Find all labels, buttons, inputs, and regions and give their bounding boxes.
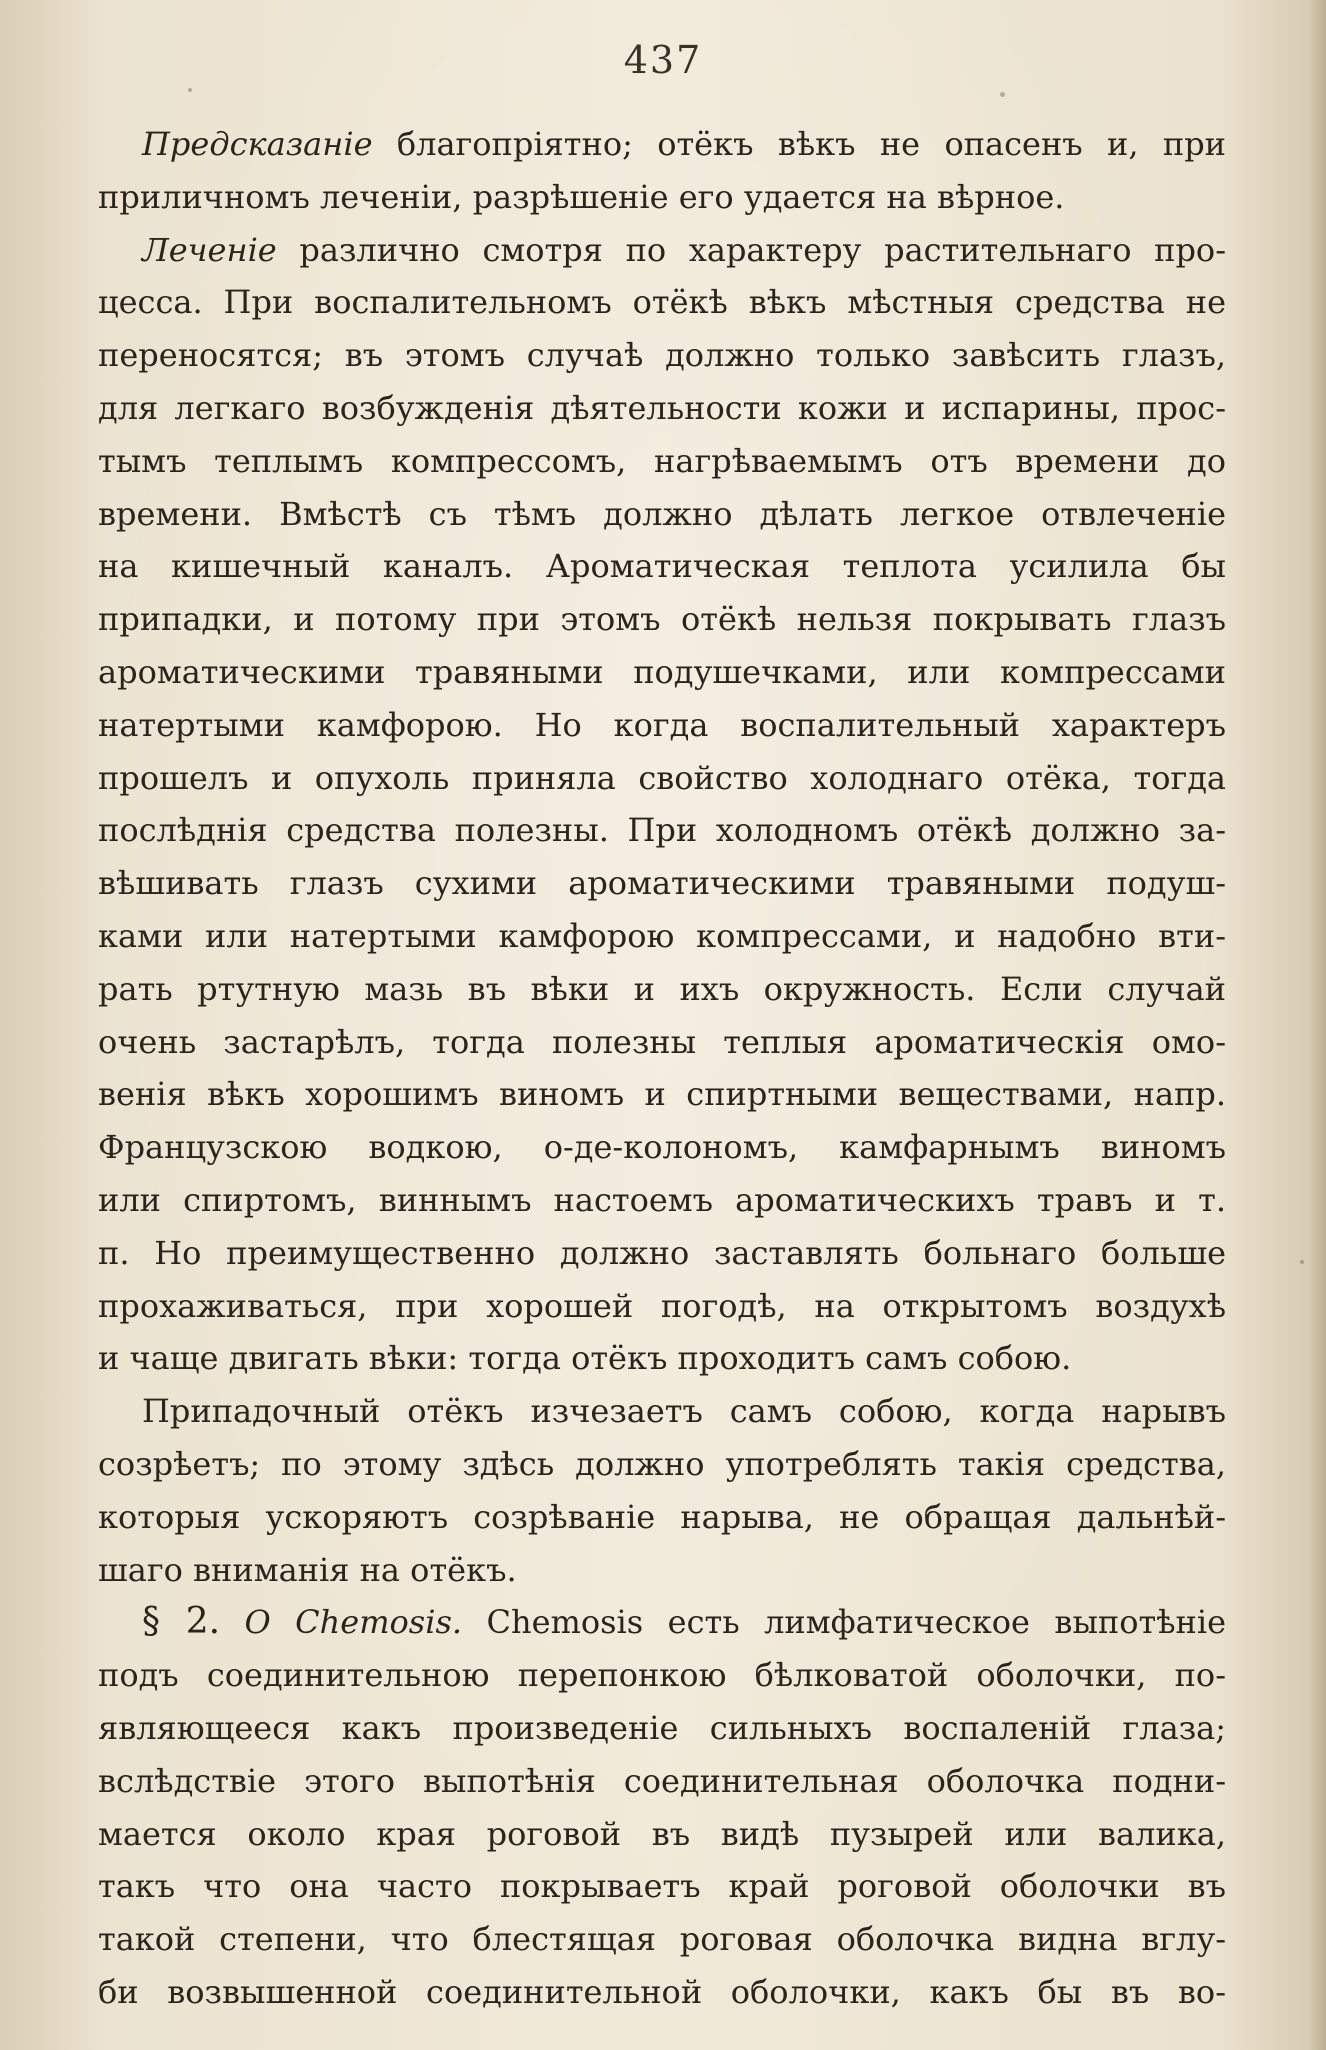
line-text: Chemosis есть лимфатическое выпотѣніе [462, 1603, 1226, 1642]
text-line [98, 329, 1226, 382]
line-text: ками или натертыми камфорою компрессами, и надобно вти- [98, 916, 1226, 955]
text-line [98, 1438, 1226, 1491]
text-line [98, 1174, 1226, 1227]
line-text: или спиртомъ, виннымъ настоемъ ароматическихъ травъ и т. [98, 1180, 1226, 1219]
text-line [98, 593, 1226, 646]
text-line [98, 1808, 1226, 1861]
line-text: приличномъ леченіи, разрѣшеніе его удается на вѣрное. [98, 177, 1065, 216]
line-text: мается около края роговой въ видѣ пузырей или валика, [98, 1814, 1226, 1853]
text-line [98, 1649, 1226, 1702]
text-line [98, 646, 1226, 699]
text-line [98, 1280, 1226, 1333]
text-line [98, 963, 1226, 1016]
text-line [98, 382, 1226, 435]
text-line [98, 1016, 1226, 1069]
text-line [98, 857, 1226, 910]
section-number: § 2. [142, 1601, 221, 1643]
text-line [98, 488, 1226, 541]
line-text: рать ртутную мазь въ вѣки и ихъ окружность. Если случай [98, 969, 1226, 1008]
text-line [98, 910, 1226, 963]
text-line [98, 1227, 1226, 1280]
paragraph-lead: Предсказаніе [142, 125, 373, 163]
line-text: би возвышенной соединительной оболочки, какъ бы въ во- [98, 1972, 1226, 2011]
text-line [98, 435, 1226, 488]
line-text: благопріятно; отёкъ вѣкъ не опасенъ и, при [372, 125, 1226, 163]
line-text: очень застарѣлъ, тогда полезны теплыя ароматическія омо- [98, 1022, 1226, 1061]
text-line [98, 1544, 1226, 1597]
line-text: прохаживаться, при хорошей погодѣ, на открытомъ воздухѣ [98, 1286, 1226, 1325]
line-text: натертыми камфорою. Но когда воспалительный характеръ [98, 705, 1226, 744]
line-text: послѣднія средства полезны. При холодномъ отёкѣ должно за- [98, 811, 1226, 850]
text-line [98, 224, 1226, 277]
text-line [98, 1491, 1226, 1544]
text-line [98, 1385, 1226, 1438]
line-text: созрѣетъ; по этому здѣсь должно употреблять такія средства, [98, 1444, 1226, 1483]
page-number: 437 [623, 38, 703, 82]
line-text: переносятся; въ этомъ случаѣ должно только завѣсить глазъ, [98, 336, 1226, 375]
text-line [98, 171, 1226, 224]
text-line [98, 1755, 1226, 1808]
line-text: являющееся какъ произведеніе сильныхъ воспаленій глаза; [98, 1708, 1226, 1747]
line-text: вслѣдствіе этого выпотѣнія соединительная оболочка подни- [98, 1761, 1226, 1800]
paper-speck [1300, 1260, 1304, 1264]
body-text [98, 118, 1226, 2019]
line-text: п. Но преимущественно должно заставлять больнаго больше [98, 1233, 1226, 1272]
text-line [98, 1332, 1226, 1385]
line-text: такъ что она часто покрываетъ край роговой оболочки въ [98, 1867, 1226, 1906]
line-text: времени. Вмѣстѣ съ тѣмъ должно дѣлать легкое отвлеченіе [98, 494, 1226, 533]
line-text: подъ соединительною перепонкою бѣлковатой оболочки, по- [98, 1656, 1226, 1695]
paragraph-lead: Леченіе [142, 230, 277, 269]
text-line [98, 1913, 1226, 1966]
text-line [98, 804, 1226, 857]
line-text: цесса. При воспалительномъ отёкѣ вѣкъ мѣстныя средства не [98, 283, 1226, 322]
text-line [98, 540, 1226, 593]
line-text: припадки, и потому при этомъ отёкѣ нельзя покрывать глазъ [98, 600, 1226, 639]
text-line [98, 1860, 1226, 1913]
text-line [98, 276, 1226, 329]
line-text: такой степени, что блестящая роговая оболочка видна вглу- [98, 1920, 1226, 1959]
text-line [98, 118, 1226, 171]
text-line [98, 1702, 1226, 1755]
paper-speck [188, 88, 192, 92]
paper-speck [1000, 92, 1005, 97]
line-text: Припадочный отёкъ изчезаетъ самъ собою, когда нарывъ [142, 1392, 1226, 1431]
line-text: шаго вниманія на отёкъ. [98, 1550, 517, 1589]
line-text: для легкаго возбужденія дѣятельности кожи и испарины, прос- [98, 388, 1226, 427]
line-text: венія вѣкъ хорошимъ виномъ и спиртными веществами, напр. [98, 1075, 1226, 1114]
line-text: различно смотря по характеру растительнаго про- [276, 230, 1226, 269]
line-text: на кишечный каналъ. Ароматическая теплота усилила бы [98, 547, 1226, 586]
text-line [98, 1966, 1226, 2019]
text-line [98, 752, 1226, 805]
section-title: О Chemosis. [220, 1603, 463, 1642]
line-text: прошелъ и опухоль приняла свойство холоднаго отёка, тогда [98, 758, 1226, 797]
line-text: которыя ускоряютъ созрѣваніе нарыва, не обращая дальнѣй- [98, 1497, 1226, 1536]
line-text: Французскою водкою, о-де-колономъ, камфарнымъ виномъ [98, 1128, 1226, 1167]
line-text: тымъ теплымъ компрессомъ, нагрѣваемымъ отъ времени до [98, 441, 1226, 480]
line-text: ароматическими травяными подушечками, или компрессами [98, 652, 1226, 691]
line-text: вѣшивать глазъ сухими ароматическими травяными подуш- [98, 864, 1226, 903]
text-line [98, 1068, 1226, 1121]
text-line [98, 699, 1226, 752]
text-line [98, 1121, 1226, 1174]
text-line [98, 1596, 1226, 1649]
line-text: и чаще двигать вѣки: тогда отёкъ проходитъ самъ собою. [98, 1339, 1072, 1378]
